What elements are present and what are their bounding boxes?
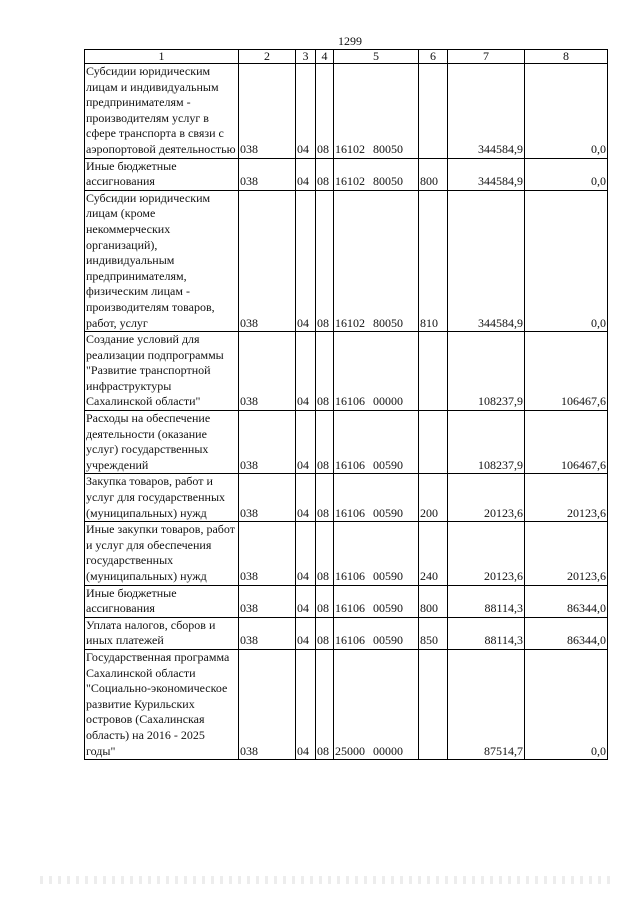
row-section: 04 bbox=[296, 332, 316, 411]
row-ministry: 038 bbox=[239, 64, 296, 159]
row-section: 04 bbox=[296, 190, 316, 331]
target-direction-code: 00590 bbox=[373, 601, 403, 616]
row-amount-year2: 86344,0 bbox=[525, 617, 608, 649]
row-amount-year1: 20123,6 bbox=[448, 474, 525, 522]
row-name: Иные бюджетные ассигнования bbox=[85, 158, 239, 190]
target-program-code: 16106 bbox=[335, 505, 365, 520]
row-subsection: 08 bbox=[316, 158, 334, 190]
row-amount-year2: 20123,6 bbox=[525, 522, 608, 585]
row-expense-type: 810 bbox=[419, 190, 448, 331]
row-ministry: 038 bbox=[239, 649, 296, 759]
target-program-code: 16106 bbox=[335, 394, 365, 409]
row-amount-year2: 106467,6 bbox=[525, 332, 608, 411]
row-expense-type: 200 bbox=[419, 474, 448, 522]
target-program-code: 16106 bbox=[335, 633, 365, 648]
row-amount-year1: 108237,9 bbox=[448, 332, 525, 411]
row-expense-type bbox=[419, 649, 448, 759]
row-subsection: 08 bbox=[316, 585, 334, 617]
row-expense-type bbox=[419, 332, 448, 411]
row-expense-type: 800 bbox=[419, 585, 448, 617]
row-name: Субсидии юридическим лицам и индивидуальным предпринимателям - производителям услуг в сфере транспорта в связи с аэропортовой деятельностью bbox=[85, 64, 239, 159]
col-header-4: 4 bbox=[316, 50, 334, 64]
row-section: 04 bbox=[296, 522, 316, 585]
row-section: 04 bbox=[296, 617, 316, 649]
row-section: 04 bbox=[296, 64, 316, 159]
row-ministry: 038 bbox=[239, 158, 296, 190]
table-row bbox=[85, 411, 608, 474]
header-row bbox=[85, 50, 608, 64]
target-direction-code: 00590 bbox=[373, 633, 403, 648]
row-section: 04 bbox=[296, 411, 316, 474]
target-program-code: 25000 bbox=[335, 743, 365, 758]
row-section: 04 bbox=[296, 474, 316, 522]
row-subsection: 08 bbox=[316, 411, 334, 474]
row-expense-type: 800 bbox=[419, 158, 448, 190]
table-row bbox=[85, 332, 608, 411]
scan-artifact bbox=[40, 876, 610, 884]
budget-table bbox=[84, 49, 608, 760]
col-header-3: 3 bbox=[296, 50, 316, 64]
col-header-1: 1 bbox=[85, 50, 239, 64]
col-header-5: 5 bbox=[334, 50, 419, 64]
table-row bbox=[85, 190, 608, 331]
target-program-code: 16106 bbox=[335, 569, 365, 583]
row-subsection: 08 bbox=[316, 190, 334, 331]
row-amount-year2: 0,0 bbox=[525, 649, 608, 759]
col-header-8: 8 bbox=[525, 50, 608, 64]
row-expense-type: 850 bbox=[419, 617, 448, 649]
row-name: Создание условий для реализации подпрограммы "Развитие транспортной инфраструктуры Сахалинской области" bbox=[85, 332, 239, 411]
target-direction-code: 00590 bbox=[373, 457, 403, 472]
row-ministry: 038 bbox=[239, 474, 296, 522]
row-section: 04 bbox=[296, 158, 316, 190]
row-amount-year1: 87514,7 bbox=[448, 649, 525, 759]
row-target-article bbox=[334, 190, 419, 331]
row-amount-year1: 344584,9 bbox=[448, 64, 525, 159]
row-amount-year2: 0,0 bbox=[525, 190, 608, 331]
target-direction-code: 00000 bbox=[373, 743, 403, 758]
row-amount-year2: 0,0 bbox=[525, 64, 608, 159]
row-subsection: 08 bbox=[316, 332, 334, 411]
row-name: Субсидии юридическим лицам (кроме некоммерческих организаций), индивидуальным предпринимателям, физическим лицам - производителям товаров, работ, услуг bbox=[85, 190, 239, 331]
table-row bbox=[85, 158, 608, 190]
row-target-article bbox=[334, 474, 419, 522]
row-subsection: 08 bbox=[316, 474, 334, 522]
table-row bbox=[85, 649, 608, 759]
row-name: Иные бюджетные ассигнования bbox=[85, 585, 239, 617]
row-subsection: 08 bbox=[316, 64, 334, 159]
table-row bbox=[85, 617, 608, 649]
table-row bbox=[85, 64, 608, 159]
target-direction-code: 80050 bbox=[373, 174, 403, 189]
row-target-article bbox=[334, 585, 419, 617]
row-amount-year1: 88114,3 bbox=[448, 585, 525, 617]
row-amount-year1: 20123,6 bbox=[448, 522, 525, 585]
row-section: 04 bbox=[296, 649, 316, 759]
table-row bbox=[85, 474, 608, 522]
row-expense-type: 240 bbox=[419, 522, 448, 585]
row-amount-year2: 86344,0 bbox=[525, 585, 608, 617]
col-header-2: 2 bbox=[239, 50, 296, 64]
row-name: Государственная программа Сахалинской области "Социально-экономическое развитие Курильских островов (Сахалинская область) на 2016 - 2025 годы" bbox=[85, 649, 239, 759]
table-row bbox=[85, 585, 608, 617]
target-direction-code: 00590 bbox=[373, 505, 403, 520]
row-target-article bbox=[334, 158, 419, 190]
target-program-code: 16102 bbox=[335, 141, 365, 156]
row-expense-type bbox=[419, 411, 448, 474]
page-number: 1299 bbox=[338, 34, 362, 48]
target-direction-code: 00590 bbox=[373, 569, 403, 583]
row-subsection: 08 bbox=[316, 522, 334, 585]
col-header-6: 6 bbox=[419, 50, 448, 64]
row-amount-year2: 0,0 bbox=[525, 158, 608, 190]
row-ministry: 038 bbox=[239, 585, 296, 617]
row-amount-year2: 20123,6 bbox=[525, 474, 608, 522]
row-name: Расходы на обеспечение деятельности (оказание услуг) государственных учреждений bbox=[85, 411, 239, 474]
row-ministry: 038 bbox=[239, 332, 296, 411]
row-ministry: 038 bbox=[239, 522, 296, 585]
row-target-article bbox=[334, 411, 419, 474]
row-subsection: 08 bbox=[316, 617, 334, 649]
row-name: Закупка товаров, работ и услуг для государственных (муниципальных) нужд bbox=[85, 474, 239, 522]
row-ministry: 038 bbox=[239, 190, 296, 331]
row-name: Иные закупки товаров, работ и услуг для обеспечения государственных (муниципальных) нужд bbox=[85, 522, 239, 585]
col-header-7: 7 bbox=[448, 50, 525, 64]
target-program-code: 16106 bbox=[335, 457, 365, 472]
row-amount-year1: 344584,9 bbox=[448, 158, 525, 190]
row-target-article bbox=[334, 64, 419, 159]
row-amount-year1: 344584,9 bbox=[448, 190, 525, 331]
row-target-article bbox=[334, 332, 419, 411]
table-row bbox=[85, 522, 608, 585]
row-amount-year1: 108237,9 bbox=[448, 411, 525, 474]
target-direction-code: 80050 bbox=[373, 315, 403, 330]
row-expense-type bbox=[419, 64, 448, 159]
row-target-article bbox=[334, 522, 419, 585]
row-target-article bbox=[334, 617, 419, 649]
target-program-code: 16102 bbox=[335, 174, 365, 189]
row-ministry: 038 bbox=[239, 411, 296, 474]
target-direction-code: 00000 bbox=[373, 394, 403, 409]
row-amount-year1: 88114,3 bbox=[448, 617, 525, 649]
row-amount-year2: 106467,6 bbox=[525, 411, 608, 474]
row-section: 04 bbox=[296, 585, 316, 617]
row-ministry: 038 bbox=[239, 617, 296, 649]
row-name: Уплата налогов, сборов и иных платежей bbox=[85, 617, 239, 649]
target-program-code: 16102 bbox=[335, 315, 365, 330]
row-target-article bbox=[334, 649, 419, 759]
row-subsection: 08 bbox=[316, 649, 334, 759]
target-direction-code: 80050 bbox=[373, 141, 403, 156]
target-program-code: 16106 bbox=[335, 601, 365, 616]
